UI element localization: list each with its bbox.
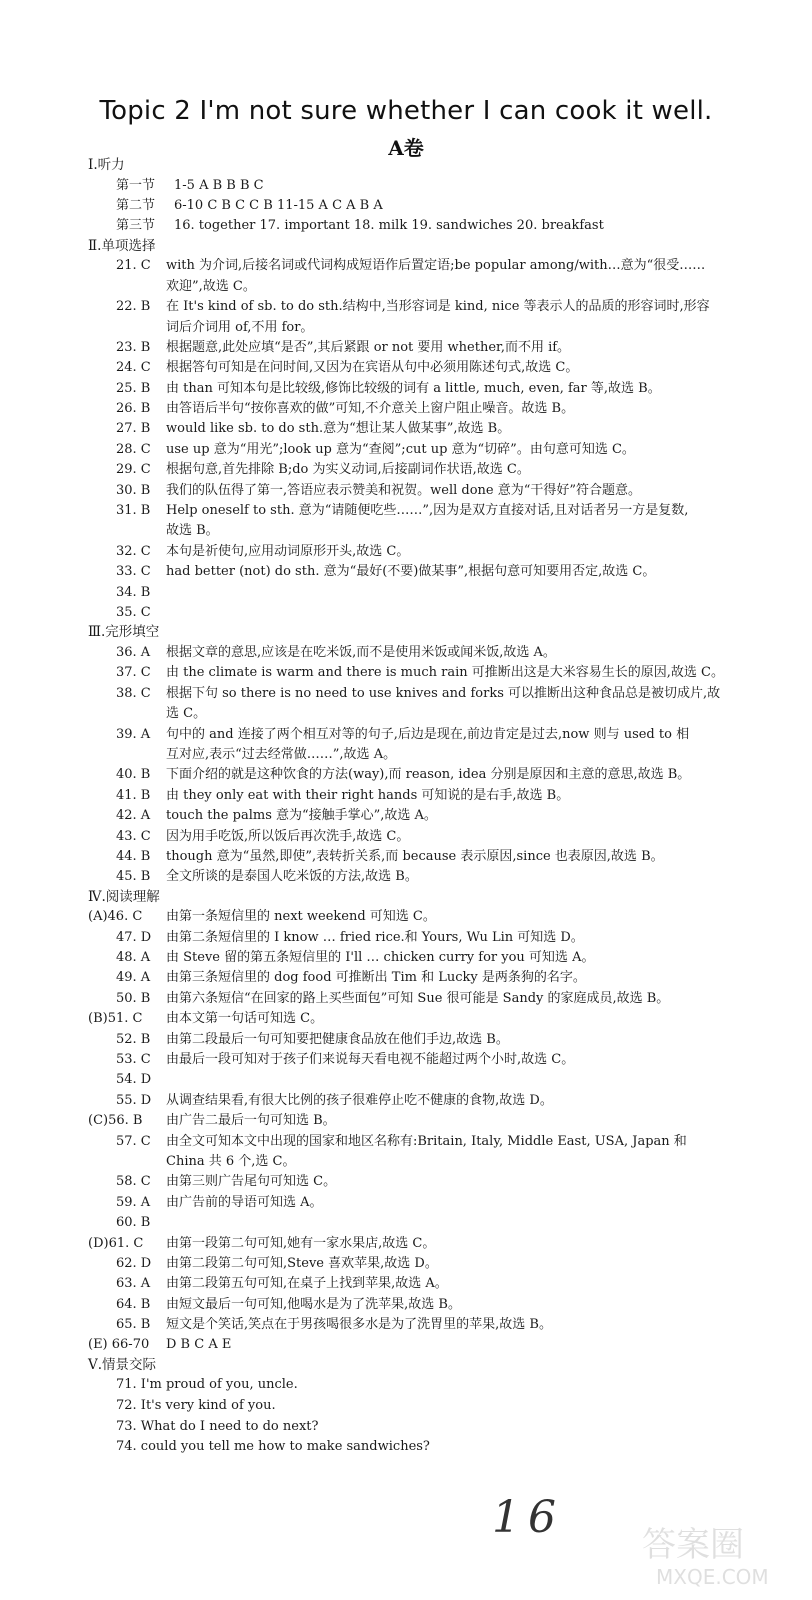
- answer-explanation: 短文是个笑话,笑点在于男孩喝很多水是为了洗胃里的苹果,故选 B。: [166, 1317, 552, 1333]
- answer-explanation: 由短文最后一句可知,他喝水是为了洗苹果,故选 B。: [166, 1296, 461, 1312]
- answer-explanation: 句中的 and 连接了两个相互对等的句子,后边是现在,前边肯定是过去,now 则与 used to 相: [166, 726, 690, 742]
- answer-row: [88, 1295, 788, 1315]
- answer-explanation: 由第一条短信里的 next weekend 可知选 C。: [166, 909, 436, 925]
- answer-row: [88, 1132, 788, 1152]
- answer-row: [88, 379, 788, 399]
- question-number: 32. C: [116, 543, 151, 559]
- answer-explanation: 根据题意,此处应填“是否”,其后紧跟 or not 要用 whether,而不用 if。: [166, 339, 571, 355]
- question-number: (E) 66-70: [88, 1337, 150, 1353]
- answer-row: [88, 928, 788, 948]
- answer-explanation: 由广告前的导语可知选 A。: [166, 1194, 323, 1210]
- listening-list: [88, 176, 788, 237]
- handwritten-page-number: 16: [492, 1492, 564, 1543]
- answer-explanation: 由 the climate is warm and there is much rain 可推断出这是大米容易生长的原因,故选 C。: [166, 665, 724, 681]
- question-number: 55. D: [116, 1092, 152, 1108]
- question-number: 44. B: [116, 848, 151, 864]
- answer-explanation: 由答语后半句“按你喜欢的做”可知,不介意关上窗户阻止噪音。故选 B。: [166, 401, 575, 417]
- answer-row: [88, 1070, 788, 1090]
- question-number: 50. B: [116, 990, 151, 1006]
- answer-row: [88, 827, 788, 847]
- answer-explanation: D B C A E: [166, 1337, 232, 1353]
- answer-explanation-continued: 故选 B。: [166, 523, 219, 539]
- answer-row: [88, 358, 788, 378]
- answer-explanation: 根据答句可知是在问时间,又因为在宾语从句中必须用陈述句式,故选 C。: [166, 360, 579, 376]
- answer-explanation: 我们的队伍得了第一,答语应表示赞美和祝贺。well done 意为“干得好”符合题意。: [166, 482, 642, 498]
- section-heading-situational: Ⅴ.情景交际: [88, 1356, 157, 1373]
- question-number: 22. B: [116, 299, 151, 315]
- listening-row: [88, 196, 788, 216]
- section-heading-single-choice: Ⅱ.单项选择: [88, 237, 156, 254]
- answer-explanation: [166, 1070, 788, 1090]
- answer-row: [88, 1172, 788, 1192]
- section-heading-cloze: Ⅲ.完形填空: [88, 624, 160, 641]
- question-number: 48. A: [116, 950, 151, 966]
- question-number: 59. A: [116, 1194, 151, 1210]
- question-number: 53. C: [116, 1052, 151, 1067]
- answer-row: [88, 1213, 788, 1233]
- question-number: 64. B: [116, 1296, 151, 1312]
- answer-explanation: 因为用手吃饭,所以饭后再次洗手,故选 C。: [166, 828, 410, 844]
- answer-explanation-continued: 词后介词用 of,不用 for。: [166, 319, 314, 335]
- answer-explanation: 由 than 可知本句是比较级,修饰比较级的词有 a little, much, even, far 等,故选 B。: [166, 380, 661, 396]
- answer-row: [88, 948, 788, 968]
- question-number: 65. B: [116, 1317, 151, 1333]
- answer-explanation: 由 Steve 留的第五条短信里的 I'll … chicken curry for you 可知选 A。: [166, 950, 595, 966]
- listening-row: [88, 176, 788, 196]
- question-number: 35. C: [116, 605, 151, 620]
- answer-row: [88, 521, 788, 541]
- question-number: (C)56. B: [88, 1113, 143, 1129]
- answer-explanation: had better (not) do sth. 意为“最好(不要)做某事”,根据句意可知要用否定,故选 C。: [166, 564, 656, 580]
- watermark-logo: [636, 1514, 796, 1590]
- answer-row: [88, 1009, 788, 1029]
- answer-explanation: use up 意为“用光”;look up 意为“查阅”;cut up 意为“切碎”。由句意可知选 C。: [166, 441, 635, 457]
- answer-row: [88, 277, 788, 297]
- question-number: 62. D: [116, 1255, 152, 1271]
- question-number: 43. C: [116, 828, 151, 844]
- answer-row: [88, 1030, 788, 1050]
- answer-explanation: 由 they only eat with their right hands 可知说的是右手,故选 B。: [166, 787, 570, 803]
- question-number: 34. B: [116, 584, 151, 600]
- page-subtitle: A卷: [388, 136, 424, 160]
- question-number: 47. D: [116, 929, 152, 945]
- question-number: 63. A: [116, 1276, 151, 1292]
- answer-explanation: 从调查结果看,有很大比例的孩子很难停止吃不健康的食物,故选 D。: [166, 1092, 553, 1108]
- answer-explanation-continued: 互对应,表示“过去经常做……”,故选 A。: [166, 746, 397, 762]
- answer-row: [88, 583, 788, 603]
- question-number: 58. C: [116, 1174, 151, 1190]
- question-number: 21. C: [116, 258, 151, 274]
- answer-row: [88, 338, 788, 358]
- answer-row: [88, 907, 788, 927]
- situational-answer: 71. I'm proud of you, uncle.: [116, 1377, 298, 1393]
- question-number: 30. B: [116, 482, 151, 498]
- answer-row: [88, 725, 788, 745]
- single-choice-list: [88, 256, 788, 623]
- answer-explanation: [166, 603, 788, 623]
- answer-row: [88, 1335, 788, 1355]
- answer-explanation: 由第二段第二句可知,Steve 喜欢苹果,故选 D。: [166, 1255, 438, 1271]
- answer-content: [88, 156, 788, 1458]
- section-heading-reading: Ⅳ.阅读理解: [88, 888, 160, 905]
- question-number: 36. A: [116, 644, 151, 660]
- question-number: 23. B: [116, 339, 151, 355]
- answer-explanation: 本句是祈使句,应用动词原形开头,故选 C。: [166, 543, 410, 559]
- answer-explanation-continued: 欢迎”,故选 C。: [166, 278, 256, 294]
- answer-explanation: [166, 1213, 788, 1233]
- answer-row: [88, 786, 788, 806]
- svg-text:MXQE.COM: MXQE.COM: [656, 1565, 769, 1589]
- answer-explanation: 根据下句 so there is no need to use knives and forks 可以推断出这种食品总是被切成片,故: [166, 685, 721, 701]
- answer-explanation: 由第二条短信里的 I know … fried rice.和 Yours, Wu Lin 可知选 D。: [166, 929, 584, 945]
- question-number: 27. B: [116, 421, 151, 437]
- question-number: 28. C: [116, 441, 151, 457]
- answer-row: [88, 256, 788, 276]
- answer-row: [88, 1111, 788, 1131]
- listening-part-label: 第一节: [116, 177, 156, 193]
- question-number: 52. B: [116, 1031, 151, 1047]
- cloze-list: [88, 643, 788, 888]
- answer-row: [88, 481, 788, 501]
- answer-row: [88, 1193, 788, 1213]
- question-number: 45. B: [116, 869, 151, 885]
- reading-list: [88, 907, 788, 1356]
- answer-explanation: 全文所谈的是泰国人吃米饭的方法,故选 B。: [166, 869, 418, 885]
- listening-answers: 6-10 C B C C B 11-15 A C A B A: [174, 197, 383, 213]
- answer-explanation: 由第一段第二句可知,她有一家水果店,故选 C。: [166, 1235, 436, 1251]
- question-number: 54. D: [116, 1072, 152, 1088]
- question-number: 40. B: [116, 767, 151, 783]
- listening-answers: 16. together 17. important 18. milk 19. sandwiches 20. breakfast: [174, 218, 604, 234]
- answer-explanation: 根据文章的意思,应该是在吃米饭,而不是使用米饭或闻米饭,故选 A。: [166, 644, 556, 660]
- answer-explanation: though 意为“虽然,即使”,表转折关系,而 because 表示原因,since 也表原因,故选 B。: [166, 848, 664, 864]
- answer-explanation: 由第三则广告尾句可知选 C。: [166, 1174, 337, 1190]
- answer-explanation: 由第三条短信里的 dog food 可推断出 Tim 和 Lucky 是两条狗的名字。: [166, 970, 586, 986]
- answer-row: [88, 867, 788, 887]
- answer-row: [88, 460, 788, 480]
- answer-explanation: [166, 583, 788, 603]
- answer-explanation-continued: China 共 6 个,选 C。: [166, 1153, 296, 1169]
- question-number: 25. B: [116, 380, 151, 396]
- answer-row: [88, 806, 788, 826]
- answer-row: [88, 562, 788, 582]
- question-number: 57. C: [116, 1133, 151, 1149]
- answer-explanation: 由第六条短信“在回家的路上买些面包”可知 Sue 很可能是 Sandy 的家庭成员,故选 B。: [166, 990, 670, 1006]
- listening-row: [88, 216, 788, 236]
- answer-explanation-continued: 选 C。: [166, 706, 207, 722]
- question-number: 29. C: [116, 462, 151, 478]
- listening-part-label: 第三节: [116, 218, 156, 234]
- answer-explanation: 由最后一段可知对于孩子们来说每天看电视不能超过两个小时,故选 C。: [166, 1052, 575, 1067]
- answer-row: [88, 1234, 788, 1254]
- answer-row: [88, 765, 788, 785]
- question-number: 39. A: [116, 726, 151, 742]
- answer-row: [88, 1050, 788, 1070]
- answer-row: [88, 399, 788, 419]
- answer-explanation: touch the palms 意为“接触手掌心”,故选 A。: [166, 808, 437, 824]
- answer-explanation: 由第二段最后一句可知要把健康食品放在他们手边,故选 B。: [166, 1031, 509, 1047]
- answer-row: [88, 501, 788, 521]
- answer-row: [88, 1091, 788, 1111]
- answer-explanation: Help oneself to sth. 意为“请随便吃些……”,因为是双方直接对话,且对话者另一方是复数,: [166, 503, 689, 519]
- answer-row: [88, 1274, 788, 1294]
- question-number: 26. B: [116, 401, 151, 417]
- answer-row: [88, 297, 788, 317]
- question-number: 42. A: [116, 808, 151, 824]
- question-number: (A)46. C: [88, 909, 143, 925]
- question-number: 24. C: [116, 360, 151, 376]
- answer-row: [88, 847, 788, 867]
- answer-explanation: 由全文可知本文中出现的国家和地区名称有:Britain, Italy, Middle East, USA, Japan 和: [166, 1133, 687, 1149]
- page-title: Topic 2 I'm not sure whether I can cook it well.: [99, 96, 713, 126]
- answer-row: [88, 968, 788, 988]
- situational-list: [88, 1375, 788, 1457]
- answer-row: [88, 1152, 788, 1172]
- answer-row: [88, 440, 788, 460]
- question-number: 60. B: [116, 1215, 151, 1231]
- situational-answer: 73. What do I need to do next?: [116, 1418, 319, 1434]
- answer-explanation: 根据句意,首先排除 B;do 为实义动词,后接副词作状语,故选 C。: [166, 462, 530, 478]
- listening-part-label: 第二节: [116, 197, 156, 213]
- answer-explanation: 在 It's kind of sb. to do sth.结构中,当形容词是 kind, nice 等表示人的品质的形容词时,形容: [166, 299, 710, 315]
- answer-row: [88, 318, 788, 338]
- question-number: 38. C: [116, 685, 151, 701]
- answer-row: [88, 1315, 788, 1335]
- answer-row: [88, 603, 788, 623]
- answer-row: [88, 1254, 788, 1274]
- answer-explanation: 由广告二最后一句可知选 B。: [166, 1113, 336, 1129]
- question-number: (B)51. C: [88, 1011, 143, 1027]
- answer-row: [88, 989, 788, 1009]
- question-number: 33. C: [116, 564, 151, 580]
- answer-row: [88, 684, 788, 704]
- listening-answers: 1-5 A B B B C: [174, 177, 264, 193]
- question-number: 37. C: [116, 665, 151, 681]
- situational-answer: 72. It's very kind of you.: [116, 1398, 276, 1414]
- answer-explanation: with 为介词,后接名词或代词构成短语作后置定语;be popular among/with…意为“很受……: [166, 258, 706, 274]
- answer-row: [88, 745, 788, 765]
- question-number: 41. B: [116, 787, 151, 803]
- answer-row: [88, 542, 788, 562]
- question-number: 31. B: [116, 503, 151, 519]
- svg-text:答案圈: 答案圈: [642, 1525, 744, 1565]
- answer-row: [88, 704, 788, 724]
- answer-row: [88, 643, 788, 663]
- question-number: 49. A: [116, 970, 151, 986]
- answer-explanation: would like sb. to do sth.意为“想让某人做某事”,故选 B。: [166, 421, 511, 437]
- answer-row: [88, 663, 788, 683]
- situational-answer: 74. could you tell me how to make sandwiches?: [116, 1439, 430, 1455]
- section-heading-listening: Ⅰ.听力: [88, 157, 125, 173]
- answer-explanation: 由本文第一句话可知选 C。: [166, 1011, 324, 1027]
- answer-explanation: 由第二段第五句可知,在桌子上找到苹果,故选 A。: [166, 1276, 448, 1292]
- answer-row: [88, 419, 788, 439]
- question-number: (D)61. C: [88, 1235, 144, 1251]
- answer-explanation: 下面介绍的就是这种饮食的方法(way),而 reason, idea 分别是原因和主意的意思,故选 B。: [166, 767, 691, 783]
